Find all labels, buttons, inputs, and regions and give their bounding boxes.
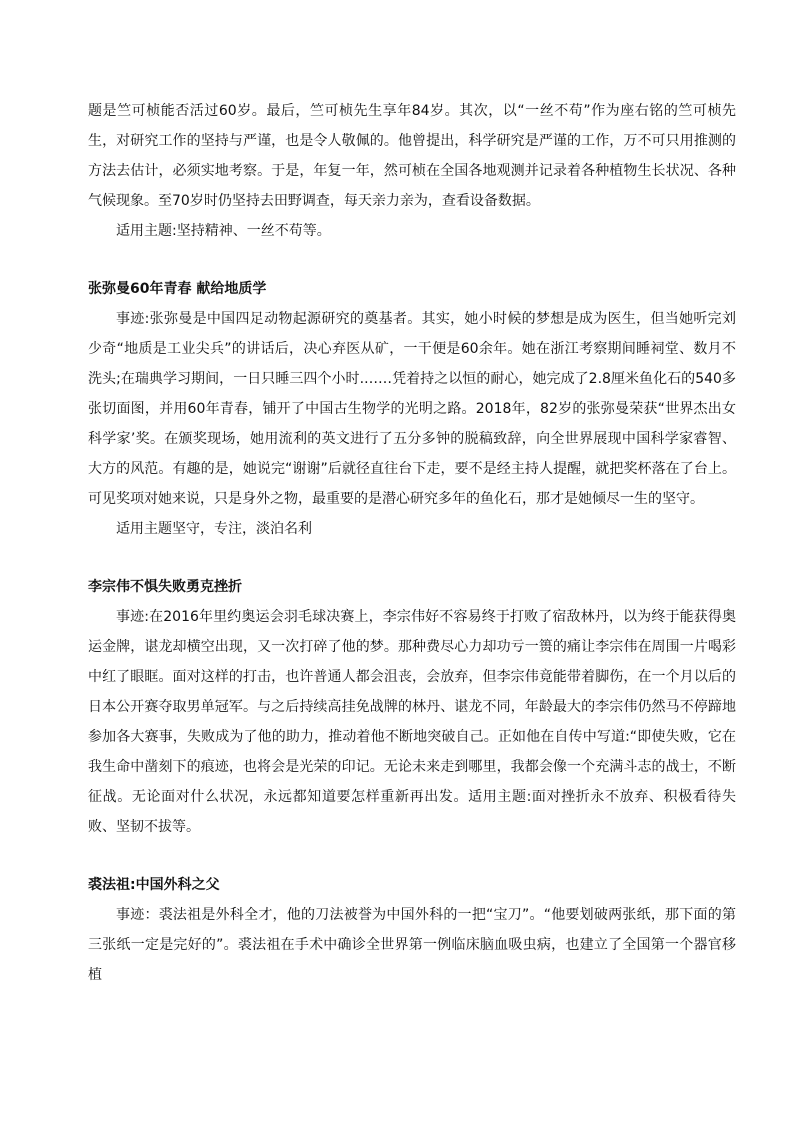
- section-body-zhang: 事迹:张弥曼是中国四足动物起源研究的奠基者。其实，她小时候的梦想是成为医生，但当她听完刘少奇“地质是工业尖兵”的讲话后，决心弃医从矿，一干便是60余年。她在浙江考察期间睡祠堂、数月不洗头;在瑞典学习期间，一日只睡三四个小时.……凭着持之以恒的耐心，她完成了2.8厘米鱼化石的540多张切面图，并用60年青春，铺开了中国古生物学的光明之路。2018年，82岁的张弥曼荣获“世界杰出女科学家’奖。在颁奖现场，她用流利的英文进行了五分多钟的脱稿致辞，向全世界展现中国科学家睿智、大方的风范。有趣的是，她说完“谢谢”后就径直往台下走，要不是经主持人提醒，就把奖杯落在了台上。可见奖项对她来说，只是身外之物，最重要的是潜心研究多年的鱼化石，那才是她倾尽一生的坚守。: [88, 311, 736, 507]
- section-title-qiu: 裘法祖:中国外科之父: [88, 877, 220, 893]
- section-body-li: 事迹:在2016年里约奥运会羽毛球决赛上，李宗伟好不容易终于打败了宿敌林丹，以为终于能获得奥运金牌，谌龙却横空出现，又一次打碎了他的梦。那种费尽心力却功亏一篑的痛让李宗伟在周围一片喝彩中红了眼眶。面对这样的打击，也许普通人都会沮丧，会放弃，但李宗伟竟能带着脚伤，在一个月以后的日本公开赛夺取男单冠军。与之后持续高挂免战牌的林丹、谌龙不同，年龄最大的李宗伟仍然马不停蹄地参加各大赛事，失败成为了他的助力，推动着他不断地突破自己。正如他在自传中写道:“即使失败，它在我生命中凿刻下的痕迹，也将会是光荣的印记。无论未来走到哪里，我都会像一个充满斗志的战士，不断征战。无论面对什么状况，永远都知道要怎样重新再出发。适用主题:面对挫折永不放弃、积极看待失败、坚韧不拔等。: [88, 609, 736, 835]
- section-title-zhang: 张弥曼60年青春 献给地质学: [88, 281, 267, 297]
- section-gap: [88, 842, 736, 870]
- section-gap: [88, 246, 736, 274]
- section-gap: [88, 544, 736, 572]
- section-title-li: 李宗伟不惧失败勇克挫折: [88, 579, 242, 595]
- document-page: [88, 96, 736, 990]
- section-body-qiu: 事迹：裘法祖是外科全才，他的刀法被誉为中国外科的一把“宝刀”。“他要划破两张纸，那下面的第三张纸一定是完好的”。裘法祖在手术中确诊全世界第一例临床脑血吸虫病，也建立了全国第一个器官移植: [88, 907, 736, 983]
- intro-theme: 适用主题:坚持精神、一丝不苟等。: [116, 223, 331, 239]
- intro-paragraph: 题是竺可桢能否活过60岁。最后，竺可桢先生享年84岁。其次，以“一丝不苟”作为座右铭的竺可桢先生，对研究工作的坚持与严谨，也是令人敬佩的。他曾提出，科学研究是严谨的工作，万不可只用推测的方法去估计，必须实地考察。于是，年复一年，然可桢在全国各地观测并记录着各种植物生长状况、各种气候现象。至70岁时仍坚持去田野调查，每天亲力亲为，查看设备数据。: [88, 103, 736, 209]
- section-theme-zhang: 适用主题坚守，专注，淡泊名利: [116, 521, 312, 537]
